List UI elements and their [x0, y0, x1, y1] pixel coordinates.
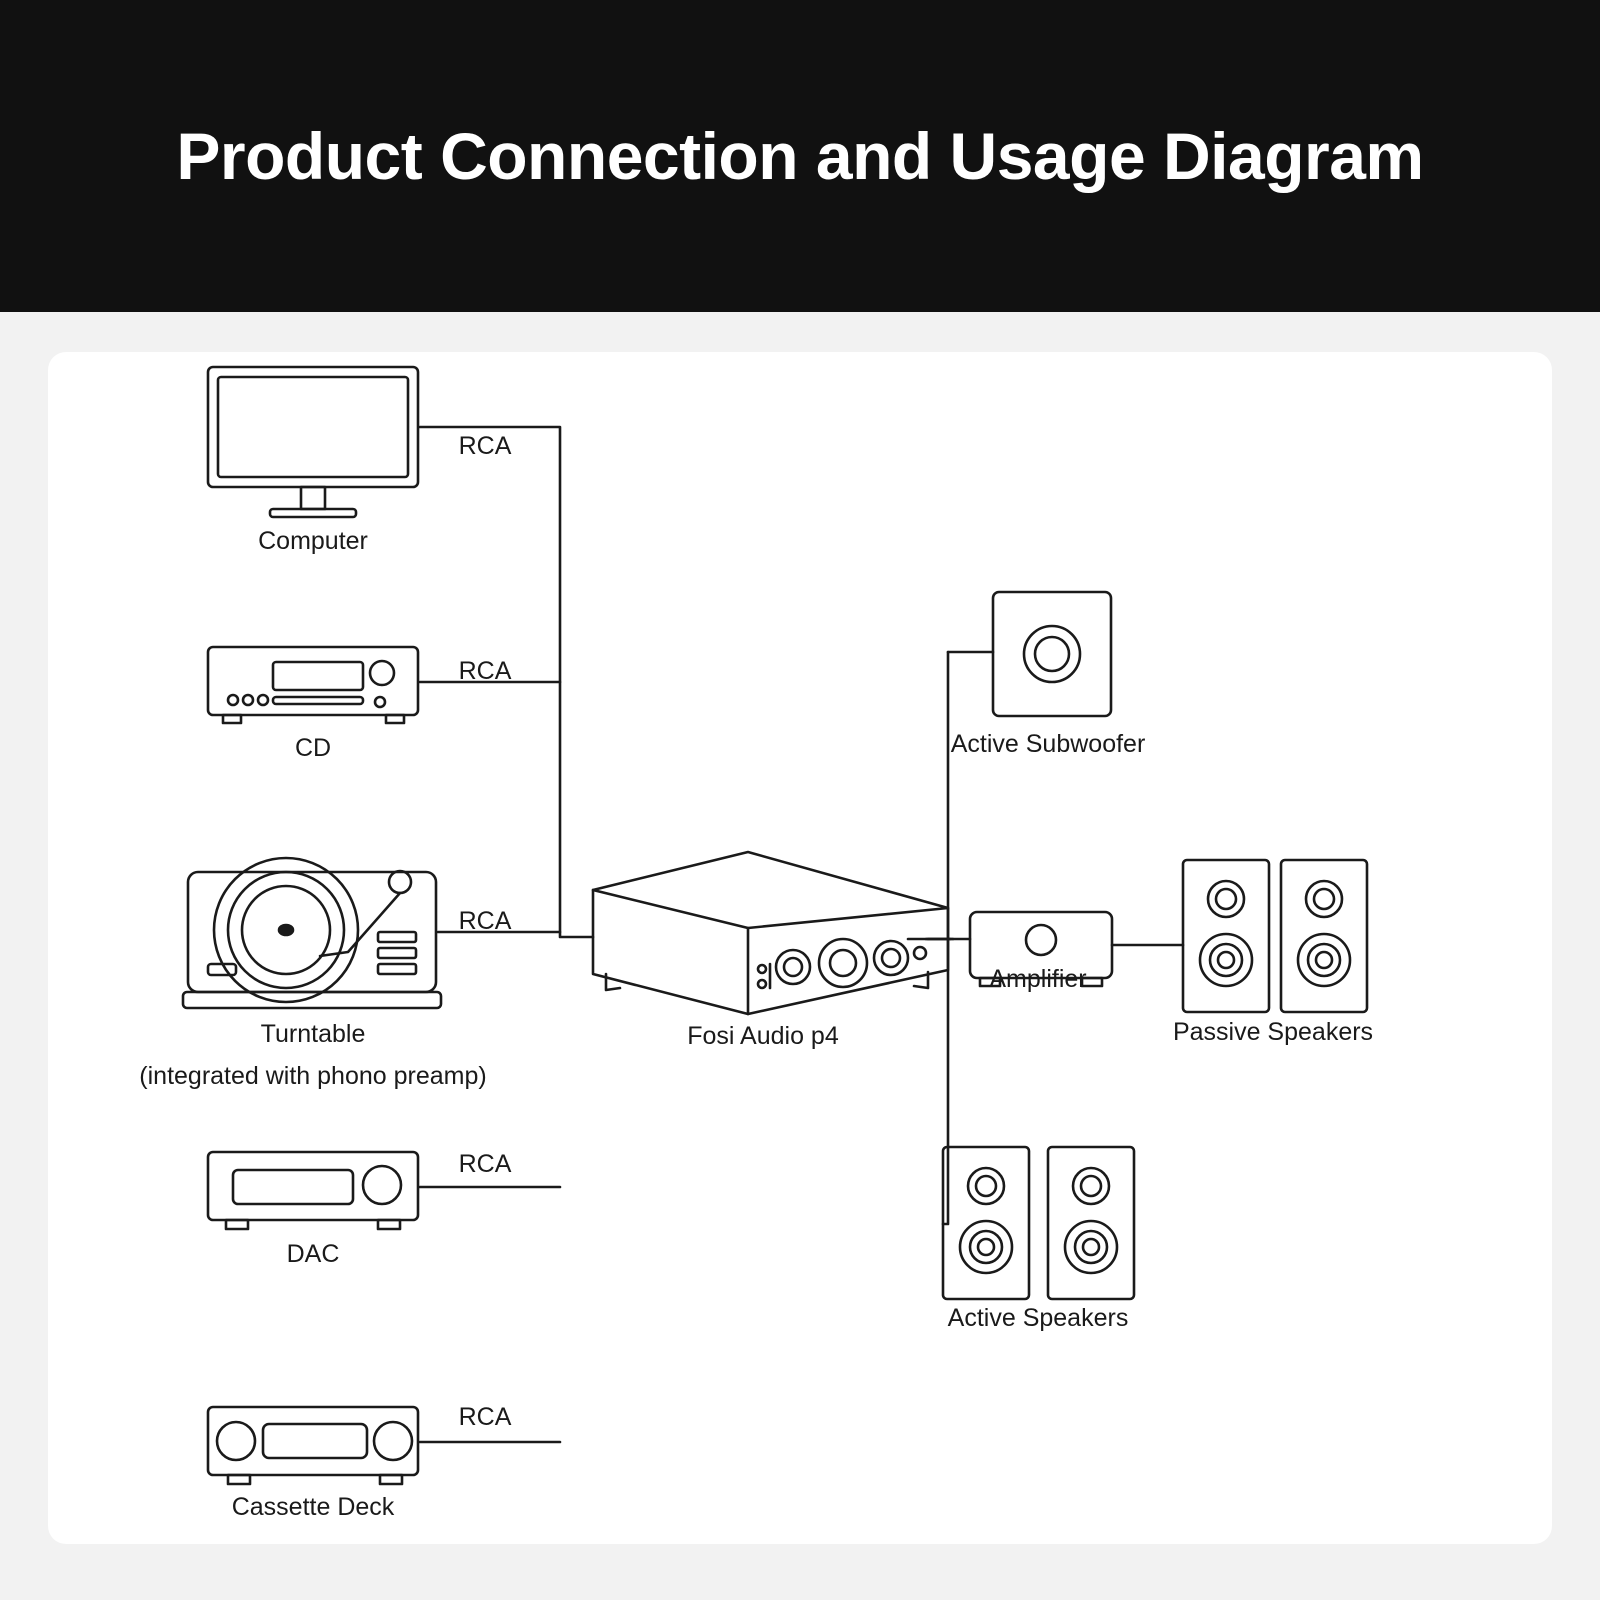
cable-label-cd: RCA	[458, 657, 512, 685]
label-fosi-audio-p4: Fosi Audio p4	[687, 1022, 839, 1050]
label-turntable: Turntable	[260, 1020, 366, 1048]
passive-speakers-icon	[1183, 860, 1367, 1012]
cable-label-turntable: RCA	[458, 907, 512, 935]
label-computer: Computer	[258, 527, 368, 555]
label-turntable-sublabel: (integrated with phono preamp)	[139, 1062, 487, 1090]
active-speakers-icon	[943, 1147, 1134, 1299]
page-title: Product Connection and Usage Diagram	[176, 119, 1424, 193]
page-header	[0, 0, 1600, 312]
cable-label-dac: RCA	[458, 1150, 512, 1178]
active-subwoofer-icon	[993, 592, 1111, 716]
computer-icon	[208, 367, 418, 517]
label-active-subwoofer: Active Subwoofer	[950, 730, 1146, 758]
label-dac: DAC	[286, 1240, 340, 1268]
label-amplifier: Amplifier	[989, 965, 1087, 993]
cassette-deck-icon	[208, 1407, 418, 1484]
diagram-canvas	[48, 352, 1552, 1544]
cd-player-icon	[208, 647, 418, 723]
cable-label-cassette: RCA	[458, 1403, 512, 1431]
fosi-audio-p4-icon	[593, 852, 948, 1014]
label-cd: CD	[294, 734, 332, 762]
label-passive-speakers: Passive Speakers	[1172, 1018, 1374, 1046]
turntable-icon	[183, 858, 441, 1008]
dac-icon	[208, 1152, 418, 1229]
cable-label-computer: RCA	[458, 432, 512, 460]
label-active-speakers: Active Speakers	[947, 1304, 1129, 1332]
label-cassette-deck: Cassette Deck	[231, 1493, 395, 1521]
